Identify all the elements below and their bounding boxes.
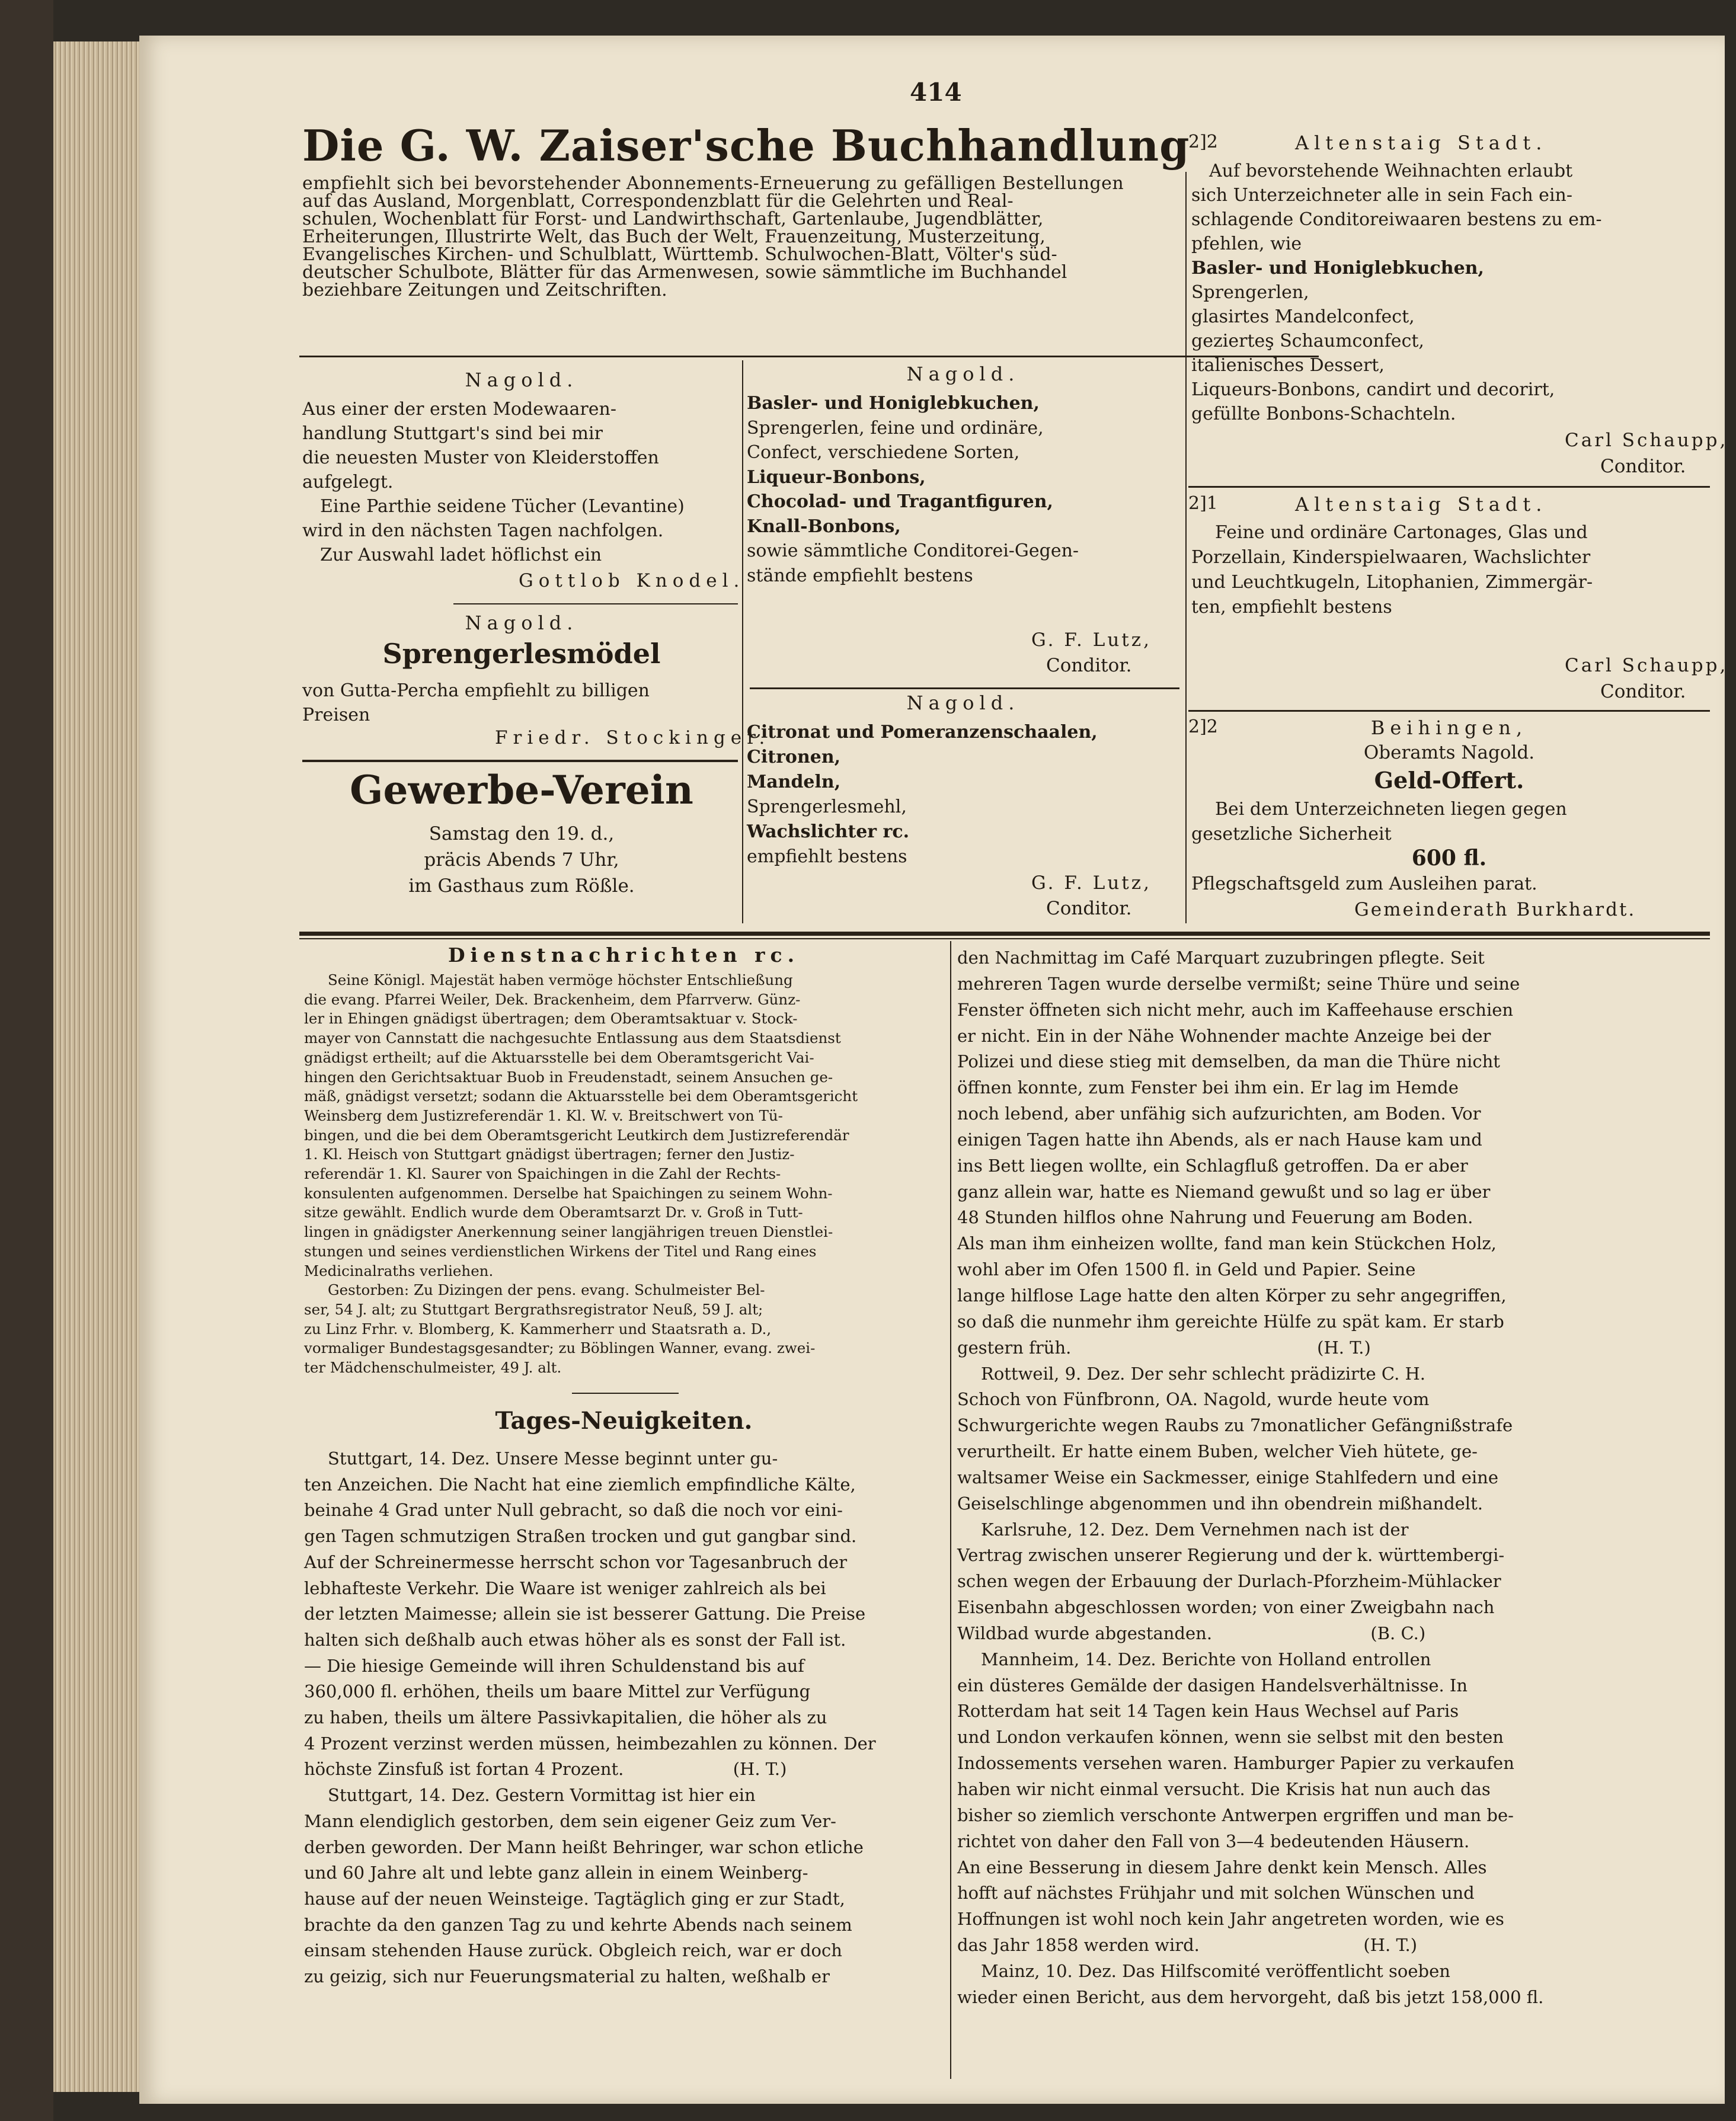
schaupp1-line: Sprengerlen, (1191, 282, 1309, 303)
right-line: ganz allein war, hatte es Niemand gewußt und so lag er über (957, 1181, 1491, 1202)
book-page-edges (53, 41, 148, 2092)
dienst-line: Medicinalraths verliehen. (304, 1262, 494, 1279)
schaupp2-text (1191, 520, 1707, 620)
lutz1-signature: G. F. Lutz, (1031, 629, 1152, 651)
knodel-signature: Gottlob Knodel. (519, 570, 745, 591)
tages-line: lebhafteste Verkehr. Die Waare ist weniger zahlreich als bei (304, 1578, 826, 1598)
right-line: wieder einen Bericht, aus dem hervorgeht, daß bis jetzt 158,000 fl. (957, 1986, 1544, 2007)
right-line: so daß die nunmehr ihm gereichte Hülfe zu spät kam. Er starb (957, 1311, 1504, 1332)
right-column-text (957, 945, 1710, 2011)
dienst-line: Weinsberg dem Justizreferendär 1. Kl. W. v. Breitschwert von Tü- (304, 1106, 783, 1124)
knodel-rule (453, 603, 738, 604)
right-line: das Jahr 1858 werden wird. (H. T.) (957, 1935, 1418, 1956)
schaupp2-line: ten, empfiehlt bestens (1191, 597, 1392, 618)
right-line: gestern früh. (H. T.) (957, 1337, 1371, 1358)
lutz1-line: Sprengerlen, feine und ordinäre, (747, 417, 1044, 439)
knodel-line: aufgelegt. (302, 472, 394, 492)
schaupp1-line: pfehlen, wie (1191, 233, 1302, 254)
lutz2-place: Nagold. (906, 692, 1020, 714)
tages-line: ten Anzeichen. Die Nacht hat eine ziemlich empfindliche Kälte, (304, 1474, 856, 1495)
dienst-line: ler in Ehingen gnädigst übertragen; dem Oberamtsaktuar v. Stock- (304, 1010, 798, 1028)
beihingen-signature: Gemeinderath Burkhardt. (1354, 899, 1636, 920)
right-line: Vertrag zwischen unserer Regierung und der k. württembergi- (957, 1545, 1505, 1566)
right-line: einigen Tagen hatte ihn Abends, als er nach Hause kam und (957, 1129, 1482, 1150)
dienst-rule (572, 1393, 679, 1394)
dienst-line: die evang. Pfarrei Weiler, Dek. Brackenheim, dem Pfarrverw. Günz- (304, 990, 801, 1008)
right-line: Rottweil, 9. Dez. Der sehr schlecht prädizirte C. H. (981, 1363, 1426, 1384)
right-line: Fenster öffneten sich nicht mehr, auch im Kaffeehause erschien (957, 999, 1514, 1020)
dienst-line: referendär 1. Kl. Saurer von Spaichingen in die Zahl der Rechts- (304, 1165, 781, 1183)
dienst-line: bingen, und die bei dem Oberamtsgericht Leutkirch dem Justizreferendär (304, 1126, 849, 1144)
schaupp1-line: sich Unterzeichneter alle in sein Fach ein- (1191, 185, 1572, 206)
lutz1-place: Nagold. (906, 363, 1020, 385)
dienst-line: mäß, gnädigst versetzt; sodann die Aktuarsstelle bei dem Oberamtsgericht (304, 1087, 858, 1105)
dienst-line: stungen und seines verdienstlichen Wirkens der Titel und Rang eines (304, 1242, 817, 1260)
right-line: waltsamer Weise ein Sackmesser, einige Stahlfedern und eine (957, 1467, 1498, 1487)
beihingen-line: gesetzliche Sicherheit (1191, 824, 1392, 844)
zaiser-bottom-rule (299, 356, 1319, 357)
right-line: Karlsruhe, 12. Dez. Dem Vernehmen nach ist der (981, 1519, 1409, 1540)
tages-title: Tages-Neuigkeiten. (495, 1407, 753, 1435)
zaiser-text (302, 175, 1304, 299)
right-line: lange hilflose Lage hatte den alten Körper zu sehr angegriffen, (957, 1285, 1507, 1306)
page-number: 414 (910, 78, 962, 107)
dienst-line: Seine Königl. Majestät haben vermöge höchster Entschließung (328, 971, 793, 988)
right-line: Schwurgerichte wegen Raubs zu 7monatlicher Gefängnißstrafe (957, 1415, 1513, 1436)
tages-line: zu haben, theils um ältere Passivkapitalien, die höher als zu (304, 1707, 827, 1728)
tages-line: halten sich deßhalb auch etwas höher als es sonst der Fall ist. (304, 1629, 846, 1650)
lutz2-signature: G. F. Lutz, (1031, 872, 1152, 894)
schaupp1-line: Auf bevorstehende Weihnachten erlaubt (1209, 161, 1573, 181)
zaiser-line: Erheiterungen, Illustrirte Welt, das Buch der Welt, Frauenzeitung, Musterzeitung, (302, 226, 1046, 247)
schaupp1-place: Altenstaig Stadt. (1295, 132, 1548, 154)
right-line: richtet von daher den Fall von 3—4 bedeutenden Häusern. (957, 1831, 1470, 1851)
tages-line: Mann elendiglich gestorben, dem sein eigener Geiz zum Ver- (304, 1810, 836, 1831)
schaupp1-line: schlagende Conditoreiwaaren bestens zu em- (1191, 209, 1602, 230)
schaupp1-line: italienisches Dessert, (1191, 355, 1385, 376)
right-line: Eisenbahn abgeschlossen worden; von einer Zweigbahn nach (957, 1597, 1495, 1618)
stockinger-rule (302, 760, 738, 762)
tages-line: zu geizig, sich nur Feuerungsmaterial zu halten, weßhalb er (304, 1966, 830, 1987)
tages-line: höchste Zinsfuß ist fortan 4 Prozent. (H. T.) (304, 1759, 787, 1780)
schaupp1-line: glasirtes Mandelconfect, (1191, 306, 1415, 327)
lutz2-line: Citronen, (747, 747, 841, 767)
stockinger-line: von Gutta-Percha empfiehlt zu billigen (302, 680, 650, 701)
schaupp1-line: Basler- und Honiglebkuchen, (1191, 258, 1484, 279)
knodel-line: Eine Parthie seidene Tücher (Levantine) (320, 496, 685, 517)
schaupp1-line: gefüllte Bonbons-Schachteln. (1191, 404, 1456, 424)
beihingen-sub: Oberamts Nagold. (1363, 742, 1535, 763)
lutz2-line: Sprengerlesmehl, (747, 796, 907, 817)
lutz1-text (747, 391, 1185, 588)
knodel-place: Nagold. (465, 369, 578, 391)
dienst-line: sitze gewählt. Endlich wurde dem Oberamtsarzt Dr. v. Groß in Tutt- (304, 1204, 803, 1221)
dienst-line: Gestorben: Zu Dizingen der pens. evang. Schulmeister Bel- (328, 1281, 765, 1299)
right-line: hofft auf nächstes Frühjahr und mit solchen Wünschen und (957, 1883, 1475, 1904)
lutz2-line: Wachslichter rc. (747, 821, 910, 842)
stockinger-place: Nagold. (465, 612, 578, 634)
lutz1-role: Conditor. (1046, 655, 1132, 676)
tages-line: Stuttgart, 14. Dez. Unsere Messe beginnt unter gu- (328, 1448, 778, 1469)
tages-line: Auf der Schreinermesse herrscht schon vor Tagesanbruch der (304, 1551, 848, 1572)
tages-text (304, 1446, 947, 1990)
zaiser-title: Die G. W. Zaiser'sche Buchhandlung (302, 120, 1190, 171)
dienst-line: zu Linz Frhr. v. Blomberg, K. Kammerherr und Staatsrath a. D., (304, 1320, 772, 1338)
right-line: ein düsteres Gemälde der dasigen Handelsverhältnisse. In (957, 1675, 1468, 1695)
dienst-line: gnädigst ertheilt; auf die Aktuarsstelle bei dem Oberamtsgericht Vai- (304, 1048, 814, 1066)
tages-line: derben geworden. Der Mann heißt Behringer, war schon etliche (304, 1837, 864, 1857)
book-cover-edge (0, 0, 53, 2121)
dienst-line: hingen den Gerichtsaktuar Buob in Freudenstadt, seinem Ansuchen ge- (304, 1068, 833, 1086)
zaiser-line: deutscher Schulbote, Blätter für das Armenwesen, sowie sämmtliche im Buchhandel (302, 262, 1067, 283)
lutz2-text (747, 720, 1185, 869)
tages-line: Stuttgart, 14. Dez. Gestern Vormittag ist hier ein (328, 1785, 756, 1806)
zaiser-line: beziehbare Zeitungen und Zeitschriften. (302, 280, 667, 300)
schaupp1-rule (1188, 486, 1710, 488)
right-line: und London verkaufen können, wenn sie selbst mit den besten (957, 1727, 1504, 1748)
schaupp2-rule (1188, 710, 1710, 712)
column-rule-left (742, 360, 743, 923)
right-line: den Nachmittag im Café Marquart zuzubringen pflegte. Seit (957, 948, 1485, 968)
knodel-line: die neuesten Muster von Kleiderstoffen (302, 447, 659, 468)
beihingen-line2: Pflegschaftsgeld zum Ausleihen parat. (1191, 874, 1537, 894)
column-rule-bottom (950, 941, 951, 2079)
tages-line: und 60 Jahre alt und lebte ganz allein in einem Weinberg- (304, 1863, 808, 1883)
dienst-line: ter Mädchenschulmeister, 49 J. alt. (304, 1359, 562, 1377)
stockinger-text (302, 679, 741, 727)
right-line: Mainz, 10. Dez. Das Hilfscomité veröffentlicht soeben (981, 1960, 1450, 1981)
gewerbe-line: Samstag den 19. d., (429, 823, 615, 844)
dienst-line: konsulenten aufgenommen. Derselbe hat Spaichingen zu seinem Wohn- (304, 1184, 833, 1202)
schaupp2-line: Feine und ordinäre Cartonages, Glas und (1215, 522, 1588, 543)
schaupp2-mark: 2]1 (1188, 493, 1218, 514)
schaupp1-text (1191, 159, 1707, 426)
right-line: bisher so ziemlich verschonte Antwerpen ergriffen und man be- (957, 1805, 1514, 1825)
lutz2-role: Conditor. (1046, 898, 1132, 919)
beihingen-mark: 2]2 (1188, 716, 1218, 737)
schaupp1-role: Conditor. (1600, 456, 1686, 477)
dienst-line: mayer von Cannstatt die nachgesuchte Entlassung aus dem Staatsdienst (304, 1029, 841, 1047)
right-line: ins Bett liegen wollte, ein Schlagfluß getroffen. Da er aber (957, 1155, 1468, 1176)
zaiser-line: schulen, Wochenblatt für Forst- und Landwirthschaft, Gartenlaube, Jugendblätter, (302, 209, 1044, 229)
right-line: 48 Stunden hilflos ohne Nahrung und Feuerung am Boden. (957, 1207, 1473, 1228)
knodel-text (302, 397, 741, 567)
section-rule-thick (299, 932, 1710, 936)
schaupp2-line: Porzellain, Kinderspielwaaren, Wachslichter (1191, 547, 1591, 568)
column-rule-middle (1185, 172, 1187, 923)
beihingen-line: Bei dem Unterzeichneten liegen gegen (1215, 799, 1567, 820)
tages-line: — Die hiesige Gemeinde will ihren Schuldenstand bis auf (304, 1655, 805, 1676)
dienst-line: ser, 54 J. alt; zu Stuttgart Bergrathsregistrator Neuß, 59 J. alt; (304, 1300, 763, 1318)
dienst-line: vormaliger Bundestagsgesandter; zu Böblingen Wanner, evang. zwei- (304, 1339, 816, 1357)
tages-line: der letzten Maimesse; allein sie ist besserer Gattung. Die Preise (304, 1604, 866, 1624)
tages-line: einsam stehenden Hause zurück. Obgleich reich, war er doch (304, 1940, 842, 1961)
right-line: Als man ihm einheizen wollte, fand man kein Stückchen Holz, (957, 1233, 1497, 1254)
right-line: öffnen konnte, zum Fenster bei ihm ein. Er lag im Hemde (957, 1077, 1459, 1098)
right-line: Wildbad wurde abgestanden. (B. C.) (957, 1623, 1426, 1643)
section-rule-thin (299, 938, 1710, 939)
tages-line: beinahe 4 Grad unter Null gebracht, so daß die noch vor eini- (304, 1500, 843, 1521)
schaupp2-line: und Leuchtkugeln, Litophanien, Zimmergär- (1191, 572, 1593, 593)
gewerbe-line: präcis Abends 7 Uhr, (424, 849, 619, 871)
beihingen-amount: 600 fl. (1411, 846, 1487, 871)
schaupp2-role: Conditor. (1600, 681, 1686, 702)
dienst-line: lingen in gnädigster Anerkennung seiner langjährigen treuen Dienstlei- (304, 1223, 833, 1241)
right-line: Rotterdam hat seit 14 Tagen kein Haus Wechsel auf Paris (957, 1701, 1459, 1722)
lutz2-line: Citronat und Pomeranzenschaalen, (747, 722, 1098, 743)
right-line: An eine Besserung in diesem Jahre denkt kein Mensch. Alles (957, 1857, 1487, 1877)
tages-line: 360,000 fl. erhöhen, theils um baare Mittel zur Verfügung (304, 1681, 811, 1702)
schaupp1-mark: 2]2 (1188, 132, 1218, 152)
right-line: Hoffnungen ist wohl noch kein Jahr angetreten worden, wie es (957, 1909, 1504, 1930)
gewerbe-line: im Gasthaus zum Rößle. (408, 875, 635, 897)
lutz2-line: empfiehlt bestens (747, 846, 907, 867)
knodel-line: Zur Auswahl ladet höflichst ein (320, 545, 602, 565)
dienst-text (304, 971, 947, 1378)
lutz1-line: Confect, verschiedene Sorten, (747, 442, 1020, 463)
lutz1-line: Knall-Bonbons, (747, 516, 901, 537)
schaupp2-signature: Carl Schaupp, (1565, 655, 1728, 676)
beihingen-text (1191, 797, 1707, 847)
schaupp1-signature: Carl Schaupp, (1565, 430, 1728, 451)
right-line: Geiselschlinge abgenommen und ihn obendrein mißhandelt. (957, 1493, 1483, 1514)
schaupp1-line: gezierteş Schaumconfect, (1191, 331, 1424, 351)
right-line: wohl aber im Ofen 1500 fl. in Geld und Papier. Seine (957, 1259, 1416, 1280)
gewerbe-title: Gewerbe-Verein (350, 767, 693, 813)
right-line: noch lebend, aber unfähig sich aufzurichten, am Boden. Vor (957, 1103, 1481, 1124)
right-line: schen wegen der Erbauung der Durlach-Pforzheim-Mühlacker (957, 1571, 1501, 1592)
right-line: haben wir nicht einmal versucht. Die Krisis hat nun auch das (957, 1779, 1491, 1799)
lutz1-line: Liqueur-Bonbons, (747, 466, 926, 488)
beihingen-title: Geld-Offert. (1374, 767, 1524, 794)
right-line: Mannheim, 14. Dez. Berichte von Holland entrollen (981, 1649, 1431, 1669)
knodel-line: Aus einer der ersten Modewaaren- (302, 399, 616, 420)
knodel-line: handlung Stuttgart's sind bei mir (302, 423, 603, 444)
lutz1-line: Basler- und Honiglebkuchen, (747, 393, 1040, 414)
dienst-title: Dienstnachrichten rc. (447, 943, 800, 967)
tages-line: brachte da den ganzen Tag zu und kehrte Abends nach seinem (304, 1914, 852, 1935)
lutz1-rule (750, 687, 1179, 689)
lutz2-line: Mandeln, (747, 772, 841, 792)
gewerbe-text (302, 821, 741, 899)
stockinger-line: Preisen (302, 705, 370, 725)
right-line: er nicht. Ein in der Nähe Wohnender machte Anzeige bei der (957, 1025, 1491, 1046)
right-line: Polizei und diese stieg mit demselben, da man die Thüre nicht (957, 1051, 1500, 1072)
beihingen-place: Beihingen, (1370, 716, 1528, 739)
tages-line: hause auf der neuen Weinsteige. Tagtäglich ging er zur Stadt, (304, 1888, 845, 1909)
right-line: Schoch von Fünfbronn, OA. Nagold, wurde heute vom (957, 1389, 1430, 1410)
schaupp1-line: Liqueurs-Bonbons, candirt und decorirt, (1191, 379, 1555, 400)
tages-line: gen Tagen schmutzigen Straßen trocken und gut gangbar sind. (304, 1526, 857, 1547)
lutz1-line: stände empfiehlt bestens (747, 565, 973, 586)
dienst-line: 1. Kl. Heisch von Stuttgart gnädigst übertragen; ferner den Justiz- (304, 1146, 795, 1163)
right-line: verurtheilt. Er hatte einem Buben, welcher Vieh hütete, ge- (957, 1441, 1478, 1462)
newspaper-page (139, 36, 1728, 2104)
stockinger-title: Sprengerlesmödel (382, 638, 661, 670)
lutz1-line: sowie sämmtliche Conditorei-Gegen- (747, 540, 1079, 561)
tages-line: 4 Prozent verzinst werden müssen, heimbezahlen zu können. Der (304, 1733, 876, 1754)
zaiser-line: auf das Ausland, Morgenblatt, Correspondenzblatt für die Gelehrten und Real- (302, 191, 1014, 212)
lutz1-line: Chocolad- und Tragantfiguren, (747, 491, 1053, 512)
zaiser-line: Evangelisches Kirchen- und Schulblatt, Württemb. Schulwochen-Blatt, Völter's süd- (302, 244, 1057, 265)
stockinger-signature: Friedr. Stockinger. (495, 727, 771, 748)
right-line: mehreren Tagen wurde derselbe vermißt; seine Thüre und seine (957, 973, 1520, 994)
schaupp2-place: Altenstaig Stadt. (1295, 493, 1548, 516)
right-line: Indossements versehen waren. Hamburger Papier zu verkaufen (957, 1753, 1514, 1774)
zaiser-line: empfiehlt sich bei bevorstehender Abonnements-Erneuerung zu gefälligen Bestellungen (302, 173, 1124, 194)
knodel-line: wird in den nächsten Tagen nachfolgen. (302, 520, 664, 541)
